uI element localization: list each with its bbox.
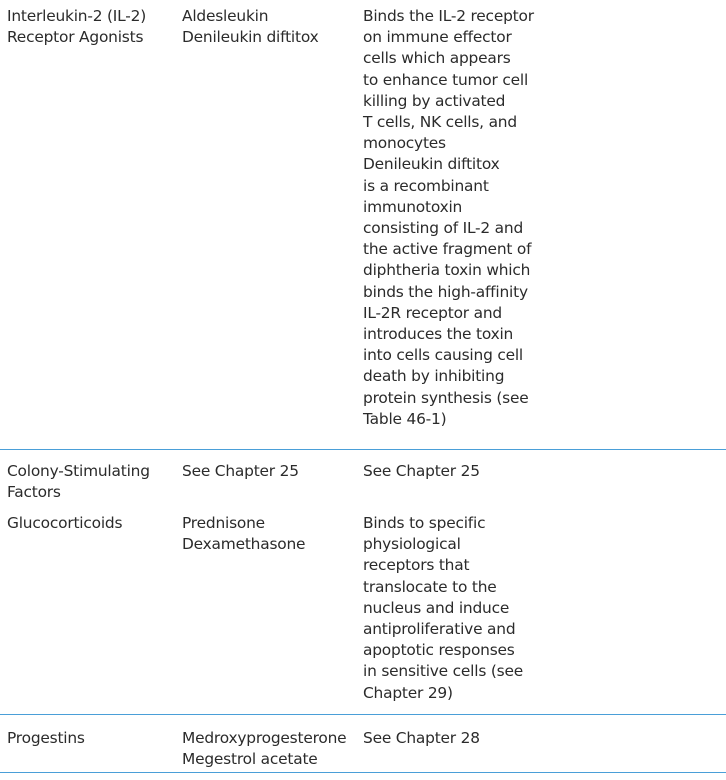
mechanism-text: is a recombinant bbox=[363, 176, 489, 195]
drug-class-cell bbox=[7, 6, 182, 48]
table-row bbox=[0, 507, 726, 715]
drug-names-cell bbox=[182, 6, 363, 48]
mechanism-text: See Chapter 25 bbox=[363, 462, 480, 480]
drug-names-cell bbox=[182, 461, 363, 482]
mechanism-cell bbox=[363, 461, 553, 482]
table-row bbox=[0, 450, 726, 507]
table-row bbox=[0, 715, 726, 773]
drug-class-cell bbox=[7, 513, 182, 534]
drug-class-text: Receptor Agonists bbox=[7, 28, 144, 47]
mechanism-text: Binds the IL-2 receptor bbox=[363, 7, 534, 25]
mechanism-text: Denileukin diftitox bbox=[363, 155, 500, 174]
mechanism-text: See Chapter 28 bbox=[363, 729, 480, 747]
mechanism-text: Binds to specific bbox=[363, 514, 486, 532]
mechanism-cell bbox=[363, 728, 553, 749]
mechanism-text: immunotoxin bbox=[363, 197, 463, 216]
mechanism-text: cells which appears bbox=[363, 49, 511, 68]
mechanism-text: physiological bbox=[363, 535, 461, 554]
mechanism-text: on immune effector bbox=[363, 28, 512, 47]
drug-class-cell bbox=[7, 728, 182, 749]
mechanism-text: into cells causing cell bbox=[363, 346, 524, 365]
drug-name: Medroxyprogesterone bbox=[182, 729, 347, 747]
mechanism-text: Chapter 29) bbox=[363, 683, 453, 702]
mechanism-text: binds the high-affinity bbox=[363, 282, 528, 301]
drug-names-cell bbox=[182, 728, 363, 770]
drug-class-cell bbox=[7, 461, 182, 503]
drug-name: Megestrol acetate bbox=[182, 750, 318, 769]
mechanism-text: diphtheria toxin which bbox=[363, 261, 531, 280]
drug-name: Aldesleukin bbox=[182, 7, 269, 25]
drug-names-cell bbox=[182, 513, 363, 555]
mechanism-text: IL-2R receptor and bbox=[363, 303, 502, 322]
mechanism-text: T cells, NK cells, and bbox=[363, 113, 517, 132]
mechanism-text: in sensitive cells (see bbox=[363, 662, 523, 681]
mechanism-text: consisting of IL-2 and bbox=[363, 219, 524, 238]
mechanism-text: antiproliferative and bbox=[363, 620, 516, 639]
mechanism-text: receptors that bbox=[363, 556, 470, 575]
mechanism-text: introduces the toxin bbox=[363, 325, 514, 344]
mechanism-text: translocate to the bbox=[363, 577, 497, 596]
drug-class-text: Progestins bbox=[7, 729, 85, 747]
mechanism-text: apoptotic responses bbox=[363, 641, 515, 660]
mechanism-text: nucleus and induce bbox=[363, 598, 510, 617]
drug-name: Denileukin diftitox bbox=[182, 28, 319, 47]
drug-name: Dexamethasone bbox=[182, 535, 306, 554]
drug-class-text: Factors bbox=[7, 483, 61, 502]
mechanism-text: killing by activated bbox=[363, 91, 506, 110]
drug-class-text: Glucocorticoids bbox=[7, 514, 123, 532]
drug-class-text: Colony-Stimulating bbox=[7, 462, 150, 480]
mechanism-cell bbox=[363, 513, 553, 704]
mechanism-text: death by inhibiting bbox=[363, 367, 505, 386]
mechanism-text: Table 46-1) bbox=[363, 409, 447, 428]
mechanism-text: to enhance tumor cell bbox=[363, 70, 529, 89]
mechanism-text: the active fragment of bbox=[363, 240, 532, 259]
mechanism-text: monocytes bbox=[363, 134, 446, 153]
mechanism-cell bbox=[363, 6, 553, 430]
mechanism-text: protein synthesis (see bbox=[363, 388, 529, 407]
drug-name: See Chapter 25 bbox=[182, 462, 299, 480]
drug-class-text: Interleukin-2 (IL-2) bbox=[7, 7, 147, 25]
drug-name: Prednisone bbox=[182, 514, 265, 532]
